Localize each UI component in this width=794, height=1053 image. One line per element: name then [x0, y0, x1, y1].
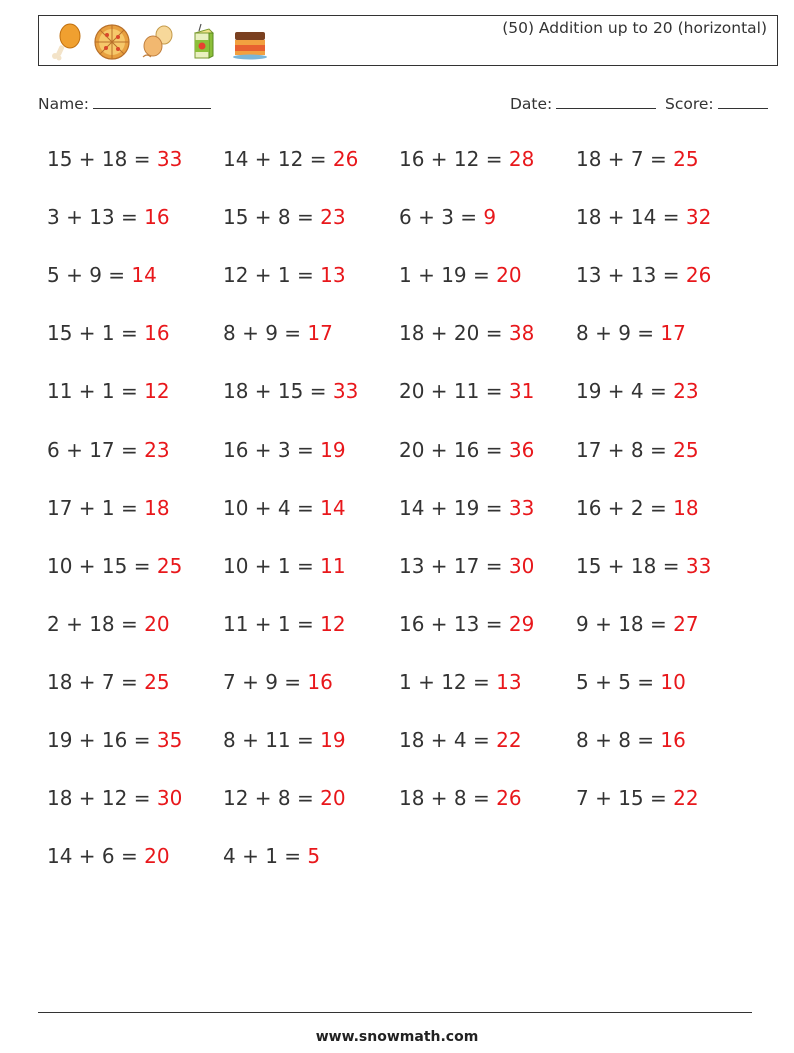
problem-expression: 16 + 12 =	[399, 147, 509, 171]
problem-answer: 26	[332, 147, 359, 171]
problem-item	[223, 612, 346, 636]
problem-answer: 35	[156, 728, 183, 752]
problem-item	[576, 554, 711, 578]
problem-expression: 8 + 8 =	[576, 728, 661, 752]
problem-item	[223, 496, 346, 520]
problem-answer: 10	[660, 669, 686, 694]
problem-expression: 10 + 4 =	[223, 495, 321, 520]
problem-answer: 11	[320, 553, 346, 578]
problem-item	[47, 728, 182, 752]
problem-answer: 31	[508, 379, 535, 404]
problem-item	[576, 379, 699, 403]
problem-answer: 14	[131, 263, 157, 288]
problem-item	[47, 496, 170, 520]
problem-answer: 18	[673, 495, 699, 520]
problem-expression: 15 + 1 =	[47, 321, 145, 346]
problem-answer: 20	[496, 263, 522, 288]
problem-answer: 33	[332, 379, 359, 404]
problem-expression: 10 + 1 =	[223, 553, 321, 578]
problem-answer: 33	[685, 553, 712, 578]
problem-expression: 16 + 2 =	[576, 495, 674, 520]
problem-expression: 10 + 15 =	[47, 553, 157, 578]
problem-item	[223, 554, 346, 578]
problem-answer: 36	[508, 437, 535, 462]
problem-expression: 13 + 13 =	[576, 263, 686, 288]
problem-expression: 5 + 9 =	[47, 263, 132, 288]
problem-expression: 11 + 1 =	[47, 379, 145, 404]
problem-item	[576, 147, 699, 171]
footer-divider	[38, 1012, 752, 1013]
problem-answer: 16	[144, 321, 170, 346]
problem-expression: 17 + 8 =	[576, 437, 674, 462]
problem-expression: 6 + 3 =	[399, 205, 484, 230]
problem-item	[576, 670, 686, 694]
problem-item	[47, 670, 170, 694]
problem-item	[223, 786, 346, 810]
problem-item	[399, 670, 522, 694]
problem-expression: 14 + 6 =	[47, 844, 145, 869]
problem-expression: 3 + 13 =	[47, 205, 145, 230]
problem-answer: 5	[307, 844, 321, 869]
problem-item	[399, 728, 522, 752]
problem-item	[47, 147, 182, 171]
problem-item	[223, 321, 333, 345]
worksheet-title: (50) Addition up to 20 (horizontal)	[502, 19, 767, 37]
problem-expression: 18 + 12 =	[47, 786, 157, 811]
problem-item	[223, 438, 346, 462]
problem-answer: 16	[307, 669, 333, 694]
problem-item	[47, 612, 170, 636]
problem-answer: 12	[144, 379, 170, 404]
problem-expression: 20 + 16 =	[399, 437, 509, 462]
problem-item	[576, 438, 699, 462]
problem-answer: 25	[673, 437, 699, 462]
problem-expression: 18 + 14 =	[576, 205, 686, 230]
problem-answer: 18	[144, 495, 170, 520]
problem-answer: 26	[496, 786, 522, 811]
problem-item	[47, 263, 157, 287]
problem-answer: 16	[144, 205, 170, 230]
problem-answer: 25	[156, 553, 183, 578]
date-label: Date:	[510, 95, 553, 113]
problem-expression: 8 + 9 =	[576, 321, 661, 346]
problem-answer: 13	[320, 263, 346, 288]
problem-expression: 17 + 1 =	[47, 495, 145, 520]
problem-expression: 15 + 8 =	[223, 205, 321, 230]
problem-item	[223, 728, 346, 752]
problem-answer: 30	[508, 553, 535, 578]
problem-expression: 11 + 1 =	[223, 611, 321, 636]
problem-answer: 17	[660, 321, 686, 346]
problem-answer: 20	[144, 844, 170, 869]
problem-answer: 20	[320, 786, 346, 811]
problem-expression: 8 + 9 =	[223, 321, 308, 346]
problem-item	[47, 205, 170, 229]
problem-item	[576, 496, 699, 520]
problem-answer: 23	[320, 205, 346, 230]
footer-url[interactable]: www.snowmath.com	[315, 1029, 479, 1045]
problem-expression: 20 + 11 =	[399, 379, 509, 404]
problem-answer: 25	[144, 669, 170, 694]
problem-expression: 6 + 17 =	[47, 437, 145, 462]
problem-item	[223, 147, 358, 171]
problem-item	[47, 438, 170, 462]
problem-answer: 23	[673, 379, 699, 404]
problem-expression: 19 + 16 =	[47, 728, 157, 752]
problem-item	[399, 205, 496, 229]
problem-expression: 12 + 1 =	[223, 263, 321, 288]
problem-answer: 33	[508, 495, 535, 520]
problem-expression: 19 + 4 =	[576, 379, 674, 404]
problem-expression: 16 + 13 =	[399, 611, 509, 636]
problem-item	[576, 786, 699, 810]
problem-expression: 15 + 18 =	[576, 553, 686, 578]
problem-answer: 26	[685, 263, 712, 288]
problem-answer: 38	[508, 321, 535, 346]
name-label: Name:	[38, 95, 89, 113]
problem-item	[47, 844, 170, 868]
problem-item	[399, 379, 534, 403]
problem-expression: 18 + 4 =	[399, 728, 497, 752]
problem-answer: 23	[144, 437, 170, 462]
problem-answer: 9	[483, 205, 497, 230]
problem-expression: 14 + 19 =	[399, 495, 509, 520]
problem-item	[47, 786, 182, 810]
problem-expression: 14 + 12 =	[223, 147, 333, 171]
problem-answer: 30	[156, 786, 183, 811]
problem-expression: 15 + 18 =	[47, 147, 157, 171]
problem-expression: 2 + 18 =	[47, 611, 145, 636]
problem-item	[399, 786, 522, 810]
problem-item	[576, 612, 699, 636]
score-label: Score:	[665, 95, 714, 113]
problem-answer: 25	[673, 147, 699, 171]
problem-expression: 4 + 1 =	[223, 844, 308, 869]
problem-answer: 16	[660, 728, 686, 752]
problem-answer: 20	[144, 611, 170, 636]
problem-answer: 29	[508, 611, 535, 636]
problem-item	[399, 612, 534, 636]
problem-item	[223, 670, 333, 694]
problem-expression: 12 + 8 =	[223, 786, 321, 811]
problem-item	[399, 496, 534, 520]
problem-expression: 18 + 7 =	[47, 669, 145, 694]
problem-item	[47, 321, 170, 345]
problem-answer: 27	[673, 611, 699, 636]
problem-expression: 18 + 8 =	[399, 786, 497, 811]
problem-answer: 14	[320, 495, 346, 520]
problem-expression: 1 + 19 =	[399, 263, 497, 288]
problem-item	[399, 321, 534, 345]
problem-expression: 13 + 17 =	[399, 553, 509, 578]
problem-expression: 18 + 7 =	[576, 147, 674, 171]
problem-expression: 18 + 20 =	[399, 321, 509, 346]
problem-answer: 12	[320, 611, 346, 636]
problem-item	[223, 205, 346, 229]
problem-item	[576, 263, 711, 287]
problem-expression: 7 + 15 =	[576, 786, 674, 811]
problem-item	[399, 554, 534, 578]
problem-answer: 28	[508, 147, 535, 171]
problem-item	[223, 263, 346, 287]
problem-item	[47, 379, 170, 403]
problem-expression: 18 + 15 =	[223, 379, 333, 404]
problem-item	[47, 554, 182, 578]
problem-answer: 17	[307, 321, 333, 346]
problem-item	[576, 321, 686, 345]
problem-expression: 1 + 12 =	[399, 669, 497, 694]
problem-expression: 5 + 5 =	[576, 669, 661, 694]
problem-item	[399, 438, 534, 462]
problem-item	[576, 205, 711, 229]
problem-item	[576, 728, 686, 752]
problem-item	[223, 844, 320, 868]
problem-item	[223, 379, 358, 403]
problem-expression: 7 + 9 =	[223, 669, 308, 694]
problem-expression: 9 + 18 =	[576, 611, 674, 636]
problem-answer: 13	[496, 669, 522, 694]
problem-answer: 19	[320, 437, 346, 462]
problem-item	[399, 147, 534, 171]
problem-answer: 22	[673, 786, 699, 811]
problem-answer: 22	[496, 728, 522, 752]
problem-answer: 33	[156, 147, 183, 171]
problem-answer: 32	[685, 205, 712, 230]
problem-item	[399, 263, 522, 287]
problem-expression: 16 + 3 =	[223, 437, 321, 462]
problem-expression: 8 + 11 =	[223, 728, 321, 752]
problem-answer: 19	[320, 728, 346, 752]
